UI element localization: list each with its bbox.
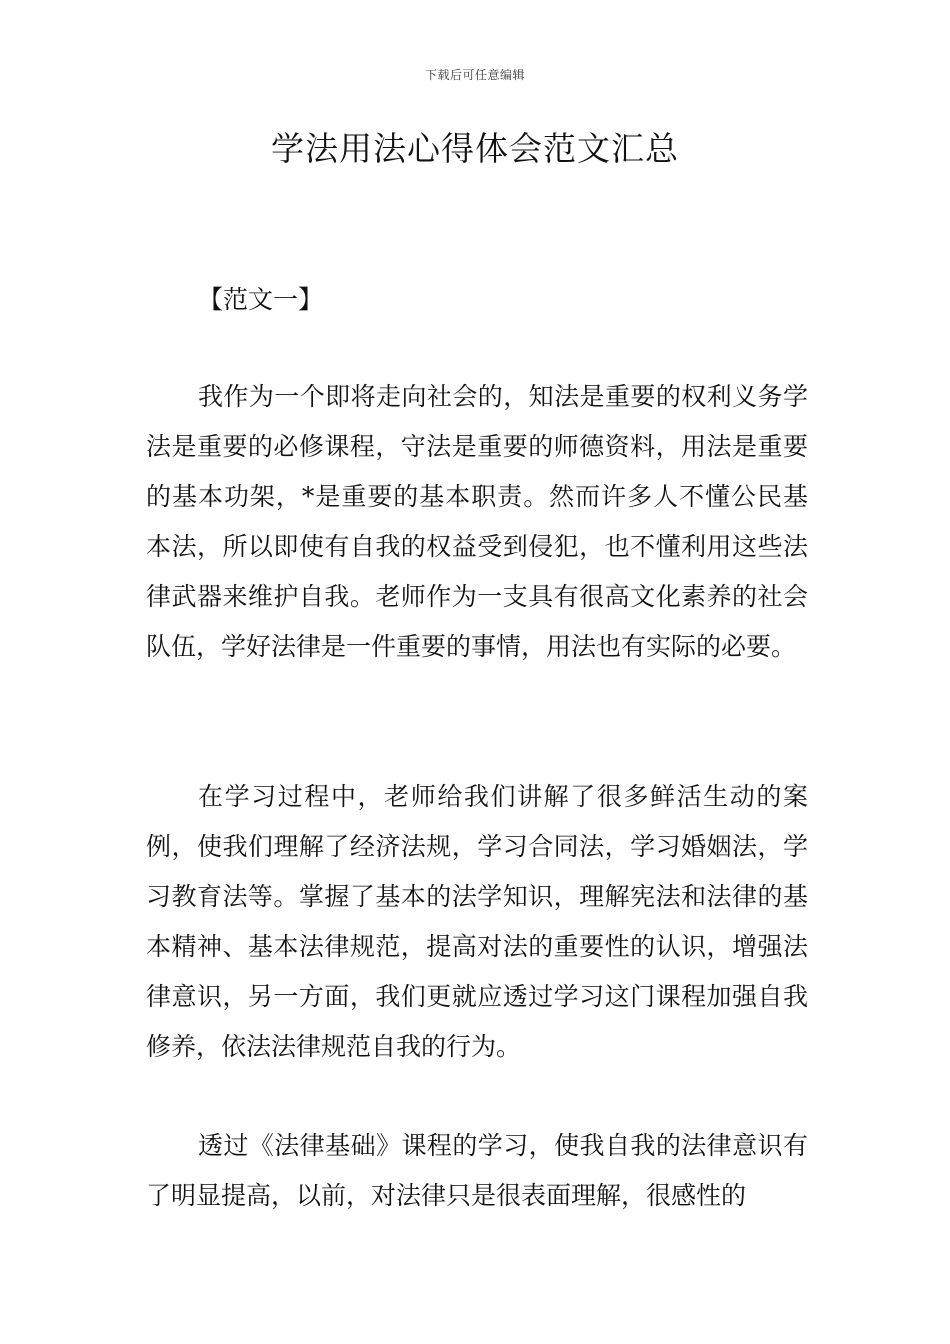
paragraph: 我作为一个即将走向社会的，知法是重要的权利义务学法是重要的必修课程，守法是重要的师德资料，用法是重要的基本功架，*是重要的基本职责。然而许多人不懂公民基本法，所以即使有自我的权益受到侵犯，也不懂利用这些法律武器来维护自我。老师作为一支具有很高文化素养的社会队伍，学好法律是一件重要的事情，用法也有实际的必要。 [146,382,808,661]
paragraph: 透过《法律基础》课程的学习，使我自我的法律意识有了明显提高，以前，对法律只是很表面理解，很感性的 [146,1131,808,1210]
paragraph: 在学习过程中，老师给我们讲解了很多鲜活生动的案例，使我们理解了经济法规，学习合同法，学习婚姻法，学习教育法等。掌握了基本的法学知识，理解宪法和法律的基本精神、基本法律规范，提高对法的重要性的认识，增强法律意识，另一方面，我们更就应透过学习这门课程加强自我修养，依法法律规范自我的行为。 [146,782,808,1061]
header-note: 下载后可任意编辑 [424,68,525,82]
document-title: 学法用法心得体会范文汇总 [271,129,679,168]
section-label: 【范文一】 [198,285,324,314]
